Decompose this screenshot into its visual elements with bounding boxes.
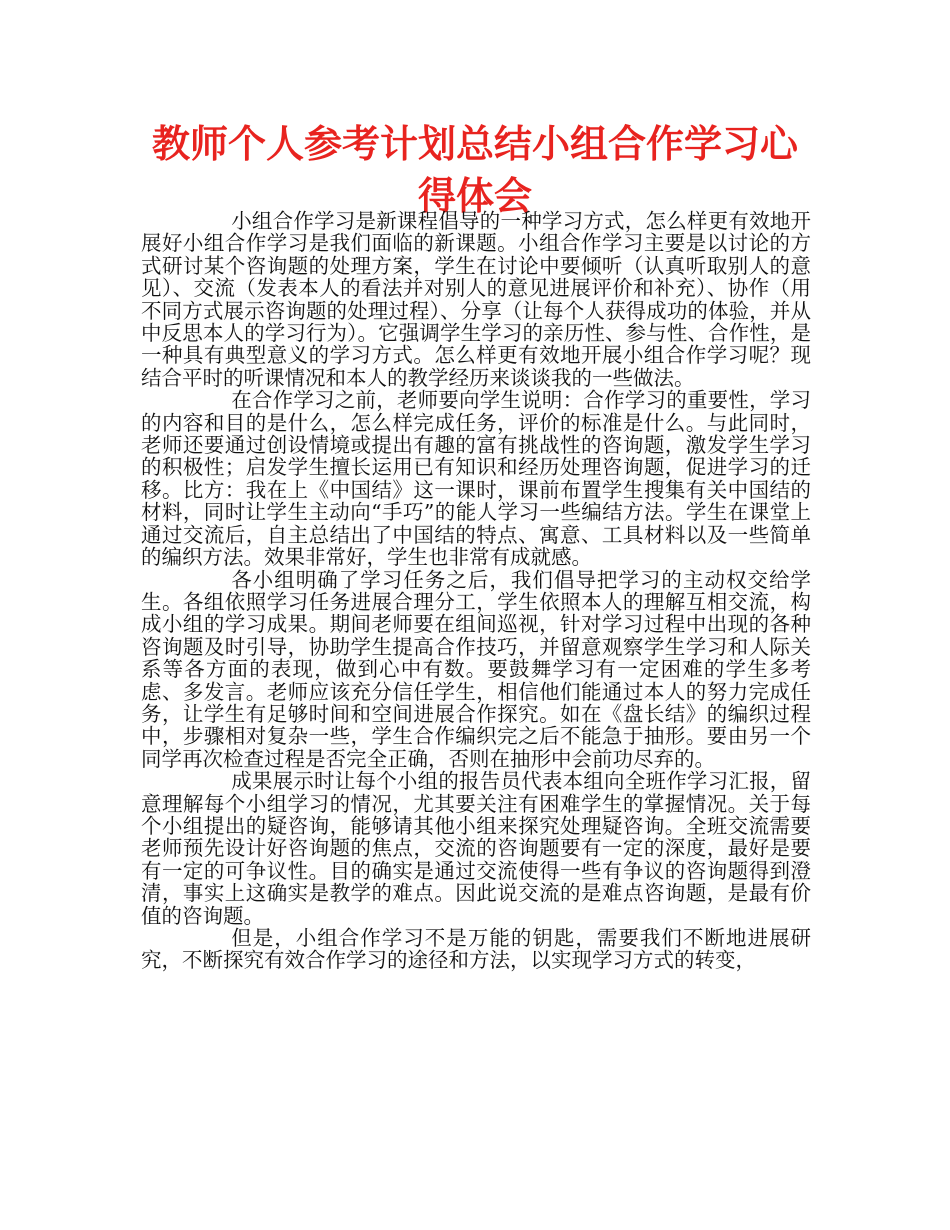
paragraph-5: 但是，小组合作学习不是万能的钥匙，需要我们不断地进展研究，不断探究有效合作学习的途径和方法，以实现学习方式的转变，	[141, 926, 811, 973]
document-title: 教师个人参考计划总结小组合作学习心得体会	[151, 122, 798, 218]
paragraph-2: 在合作学习之前，老师要向学生说明：合作学习的重要性，学习的内容和目的是什么，怎么样完成任务，评价的标准是什么。与此同时，老师还要通过创设情境或提出有趣的富有挑战性的咨询题，激发学生学习的积极性；启发学生擅长运用已有知识和经历处理咨询题，促进学习的迁移。比方：我在上《中国结》这一课时，课前布置学生搜集有关中国结的材料，同时让学生主动向“手巧”的能人学习一些编结方法。学生在课堂上通过交流后，自主总结出了中国结的特点、寓意、工具材料以及一些简单的编织方法。效果非常好，学生也非常有成就感。	[141, 388, 811, 570]
paragraph-1: 小组合作学习是新课程倡导的一种学习方式，怎么样更有效地开展好小组合作学习是我们面临的新课题。小组合作学习主要是以讨论的方式研讨某个咨询题的处理方案，学生在讨论中要倾听（认真听取别人的意见）、交流（发表本人的看法并对别人的意见进展评价和补充）、协作（用不同方式展示咨询题的处理过程）、分享（让每个人获得成功的体验，并从中反思本人的学习行为）。它强调学生学习的亲历性、参与性、合作性，是一种具有典型意义的学习方式。怎么样更有效地开展小组合作学习呢？现结合平时的听课情况和本人的教学经历来谈谈我的一些做法。	[141, 209, 811, 390]
paragraph-3: 各小组明确了学习任务之后，我们倡导把学习的主动权交给学生。各组依照学习任务进展合理分工，学生依照本人的理解互相交流，构成小组的学习成果。期间老师要在组间巡视，针对学习过程中出现的各种咨询题及时引导，协助学生提高合作技巧，并留意观察学生学习和人际关系等各方面的表现，做到心中有数。要鼓舞学习有一定困难的学生多考虑、多发言。老师应该充分信任学生，相信他们能通过本人的努力完成任务，让学生有足够时间和空间进展合作探究。如在《盘长结》的编织过程中，步骤相对复杂一些，学生合作编织完之后不能急于抽形。要由另一个同学再次检查过程是否完全正确，否则在抽形中会前功尽弃的。	[141, 567, 811, 771]
document-body	[141, 210, 811, 972]
paragraph-4: 成果展示时让每个小组的报告员代表本组向全班作学习汇报，留意理解每个小组学习的情况，尤其要关注有困难学生的掌握情况。关于每个小组提出的疑咨询，能够请其他小组来探究处理疑咨询。全班交流需要老师预先设计好咨询题的焦点，交流的咨询题要有一定的深度，最好是要有一定的可争议性。目的确实是通过交流使得一些有争议的咨询题得到澄清，事实上这确实是教学的难点。因此说交流的是难点咨询题，是最有价值的咨询题。	[141, 769, 811, 928]
